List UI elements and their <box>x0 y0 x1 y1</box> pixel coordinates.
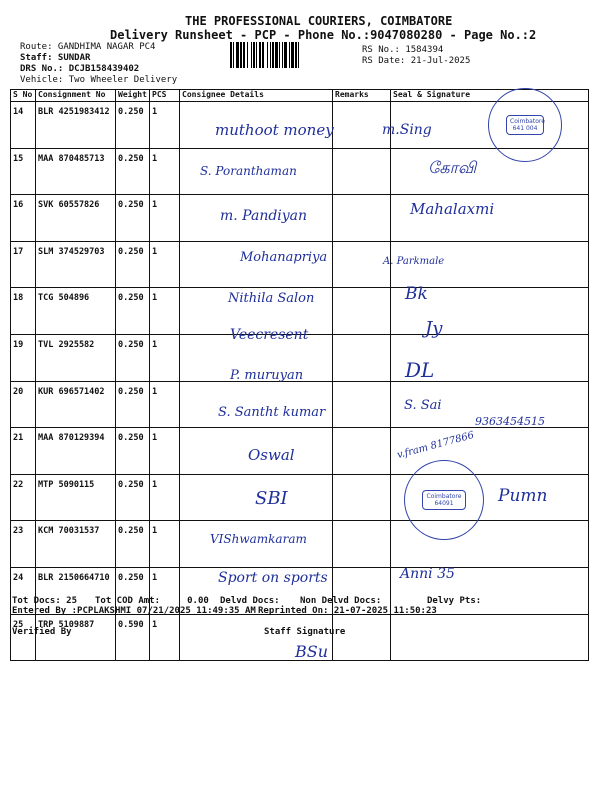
drs-label: DRS No.: DCJB158439402 <box>20 64 140 74</box>
consignee-hw-17: Mohanapriya <box>240 250 328 265</box>
signature-area <box>391 614 589 661</box>
cell-sno: 18 <box>11 288 36 335</box>
cell-consignment: MAA 870129394 <box>36 428 116 475</box>
consignee-hw-15: S. Poranthaman <box>200 164 297 178</box>
remarks-area <box>333 241 391 288</box>
cell-weight: 0.250 <box>116 567 150 614</box>
consignee-hw-18: Nithila Salon <box>228 291 315 306</box>
cell-sno: 25 <box>11 614 36 661</box>
cell-consignment: BLR 4251983412 <box>36 102 116 149</box>
remarks-area <box>333 148 391 195</box>
cell-pcs: 1 <box>150 567 180 614</box>
remarks-area <box>333 428 391 475</box>
cell-sno: 24 <box>11 567 36 614</box>
runsheet-subtitle: Delivery Runsheet - PCP - Phone No.:9047080280 - Page No.:2 <box>110 28 537 42</box>
rs-number: RS No.: 1584394 <box>362 45 444 55</box>
cell-pcs: 1 <box>150 474 180 521</box>
cell-weight: 0.250 <box>116 381 150 428</box>
cell-consignment: SLM 374529703 <box>36 241 116 288</box>
cell-pcs: 1 <box>150 288 180 335</box>
verified-by: Verified By <box>12 627 72 637</box>
cell-weight: 0.250 <box>116 288 150 335</box>
staff-label: Staff: SUNDAR <box>20 53 91 63</box>
seal-top-text: Coimbatore 641 004 <box>506 115 544 135</box>
cell-weight: 0.250 <box>116 148 150 195</box>
cell-pcs: 1 <box>150 428 180 475</box>
signature-18: Bk <box>405 284 428 304</box>
cell-consignment: BLR 2150664710 <box>36 567 116 614</box>
cell-pcs: 1 <box>150 195 180 242</box>
cell-weight: 0.250 <box>116 428 150 475</box>
cell-consignment: TVL 2925582 <box>36 334 116 381</box>
cell-sno: 20 <box>11 381 36 428</box>
col-weight: Weight <box>116 90 150 102</box>
cell-sno: 16 <box>11 195 36 242</box>
cell-weight: 0.250 <box>116 334 150 381</box>
cell-pcs: 1 <box>150 241 180 288</box>
remarks-area <box>333 334 391 381</box>
cell-sno: 15 <box>11 148 36 195</box>
total-cod: Tot COD Amt: 0.00 <box>95 596 209 606</box>
consignee-hw-14: muthoot money <box>215 121 334 139</box>
signature-20: DL <box>405 358 435 382</box>
barcode <box>230 42 355 68</box>
cell-consignment: KUR 696571402 <box>36 381 116 428</box>
total-docs: Tot Docs: 25 <box>12 596 78 606</box>
table-row <box>11 428 589 475</box>
cell-sno: 21 <box>11 428 36 475</box>
company-seal-top <box>488 88 562 162</box>
table-row <box>11 148 589 195</box>
cell-pcs: 1 <box>150 102 180 149</box>
vehicle-label: Vehicle: Two Wheeler Delivery <box>20 75 178 85</box>
remarks-area <box>333 195 391 242</box>
col-sno: S No <box>11 90 36 102</box>
cell-weight: 0.250 <box>116 521 150 568</box>
company-title: THE PROFESSIONAL COURIERS, COIMBATORE <box>185 14 453 28</box>
remarks-area <box>333 381 391 428</box>
cell-consignment: MAA 870485713 <box>36 148 116 195</box>
cell-weight: 0.250 <box>116 241 150 288</box>
col-pcs: PCS <box>150 90 180 102</box>
cell-sno: 14 <box>11 102 36 149</box>
route-label: Route: GANDHIMA NAGAR PC4 <box>20 42 156 52</box>
staff-signature: BSu <box>295 642 329 661</box>
cell-consignment: TCG 504896 <box>36 288 116 335</box>
consignee-hw-23: SBI <box>255 488 288 509</box>
remarks-area <box>333 614 391 661</box>
rs-date: RS Date: 21-Jul-2025 <box>362 56 471 66</box>
entered-by: Entered By :PCPLAKSHMI 07/21/2025 11:49:35 AM <box>12 606 256 616</box>
remarks-area <box>333 521 391 568</box>
cell-weight: 0.250 <box>116 102 150 149</box>
cell-consignment: KCM 70031537 <box>36 521 116 568</box>
company-seal-bottom <box>404 460 484 540</box>
phone-21: 9363454515 <box>475 415 545 428</box>
cell-consignment: TRP 5109887 <box>36 614 116 661</box>
cell-sno: 19 <box>11 334 36 381</box>
cell-pcs: 1 <box>150 614 180 661</box>
delivered-docs: Delvd Docs: <box>220 596 280 606</box>
col-remarks: Remarks <box>333 90 391 102</box>
col-seal-signature: Seal & Signature <box>391 90 589 102</box>
seal-bottom-text: Coimbatore 64091 <box>422 490 466 510</box>
non-delivered-docs: Non Delvd Docs: <box>300 596 382 606</box>
signature-area <box>391 148 589 195</box>
consignee-hw-20: P. muruyan <box>230 368 304 383</box>
consignee-hw-25: Sport on sports <box>218 570 328 586</box>
signature-21: S. Sai <box>404 398 442 413</box>
cell-weight: 0.250 <box>116 474 150 521</box>
cell-sno: 23 <box>11 521 36 568</box>
signature-22: v.fram 8177866 <box>395 429 476 462</box>
cell-consignment: SVK 60557826 <box>36 195 116 242</box>
cell-pcs: 1 <box>150 381 180 428</box>
staff-signature-label: Staff Signature <box>264 627 346 637</box>
cell-pcs: 1 <box>150 521 180 568</box>
cell-pcs: 1 <box>150 148 180 195</box>
cell-sno: 22 <box>11 474 36 521</box>
signature-16: Mahalaxmi <box>410 200 495 218</box>
consignee-hw-21: S. Santht kumar <box>218 405 326 420</box>
signature-24: Pumn <box>498 486 548 506</box>
consignee-hw-16: m. Pandiyan <box>220 208 308 224</box>
consignee-hw-22: Oswal <box>248 446 295 464</box>
cell-pcs: 1 <box>150 334 180 381</box>
cell-consignment: MTP 5090115 <box>36 474 116 521</box>
signature-15: கோவி <box>428 158 477 177</box>
signature-25: Anni 35 <box>400 566 455 582</box>
remarks-area <box>333 474 391 521</box>
col-consignment: Consignment No <box>36 90 116 102</box>
signature-19: Jy <box>425 318 443 339</box>
consignee-hw-24: VIShwamkaram <box>210 532 307 546</box>
signature-14: m.Sing <box>382 122 432 138</box>
remark-17: A. Parkmale <box>383 256 445 267</box>
consignee-hw-19: Veecresent <box>230 327 309 343</box>
cell-sno: 17 <box>11 241 36 288</box>
col-consignee: Consignee Details <box>180 90 333 102</box>
cell-weight: 0.250 <box>116 195 150 242</box>
cell-weight: 0.590 <box>116 614 150 661</box>
reprinted-on: Reprinted On: 21-07-2025 11:50:23 <box>258 606 437 616</box>
remarks-area <box>333 288 391 335</box>
delivery-points: Delvy Pts: <box>427 596 482 606</box>
